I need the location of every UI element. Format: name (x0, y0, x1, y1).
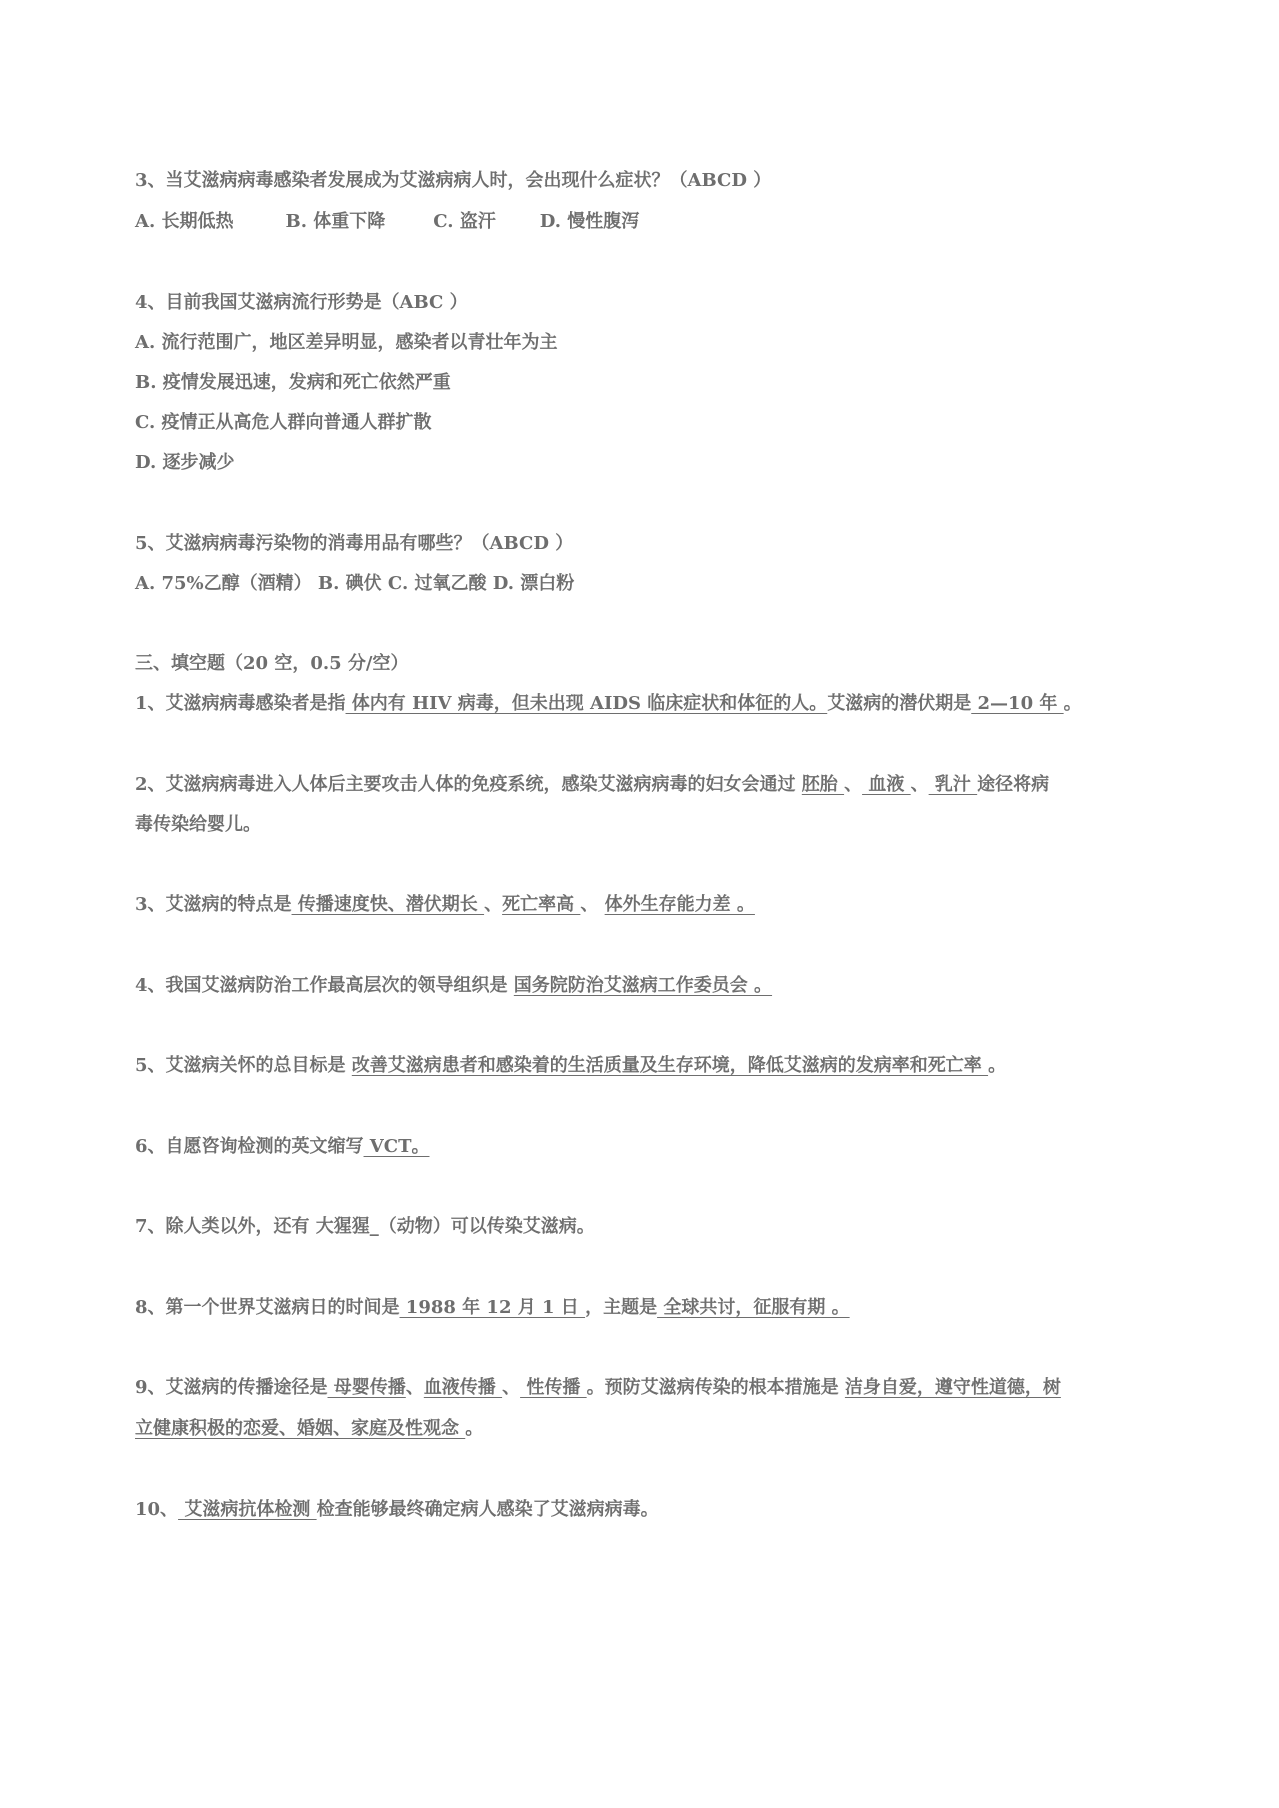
q5-text-a: 5、艾滋病关怀的总目标是 (135, 1055, 352, 1076)
q2-answer-blood: 血液 (862, 774, 911, 795)
q3-text-a: 3、艾滋病的特点是 (135, 894, 292, 915)
q4-answer: 国务院防治艾滋病工作委员会 。 (513, 975, 773, 996)
q8-answer-theme: 全球共讨，征服有期 。 (657, 1297, 850, 1318)
q2-text-a: 2、艾滋病病毒进入人体后主要攻击人体的免疫系统，感染艾滋病病毒的妇女会通过 (135, 774, 802, 795)
q8-text-c: ，主题是 (585, 1297, 658, 1318)
q3-sep-1: 、 (484, 894, 503, 915)
mc-q4-option-a: A. 流行范围广，地区差异明显，感染者以青壮年为主 (135, 332, 558, 353)
option-b: B. 体重下降 (285, 211, 386, 232)
q4-text-a: 4、我国艾滋病防治工作最高层次的领导组织是 (135, 975, 514, 996)
mc-q3-options (135, 210, 1145, 234)
fill-q1 (135, 692, 1145, 716)
fill-q4 (135, 974, 1145, 998)
fill-q7: 7、除人类以外，还有 大猩猩_（动物）可以传染艾滋病。 (135, 1216, 595, 1237)
q1-text-a: 1、艾滋病病毒感染者是指 (135, 693, 346, 714)
q8-answer-date: 1988 年 12 月 1 日 (399, 1297, 586, 1318)
fill-section-heading: 三、填空题（20 空，0.5 分/空） (135, 653, 409, 674)
fill-q2-line2: 毒传染给婴儿。 (135, 814, 261, 835)
option-a: A. 长期低热 (135, 211, 234, 232)
fill-q3 (135, 893, 1145, 917)
fill-q2 (135, 773, 1145, 797)
option-d: D. 慢性腹泻 (539, 211, 640, 232)
option-c: C. 盗汗 (433, 211, 496, 232)
q9-sep-1: 、 (405, 1377, 424, 1398)
fill-q5 (135, 1054, 1145, 1078)
q9-answer-1: 母婴传播 (327, 1377, 406, 1398)
q2-sep-2: 、 (910, 774, 929, 795)
q10-text-a: 10、 (135, 1499, 179, 1520)
q2-answer-milk: 乳汁 (928, 774, 978, 795)
q5-answer: 改善艾滋病患者和感染着的生活质量及生存环境，降低艾滋病的发病率和死亡率 (351, 1055, 989, 1076)
q3-sep-2: 、 (580, 894, 605, 915)
q10-answer: 艾滋病抗体检测 (178, 1499, 317, 1520)
q3-answer-3: 体外生存能力差 。 (604, 894, 755, 915)
mc-q4-stem: 4、目前我国艾滋病流行形势是（ABC ） (135, 292, 468, 313)
q9-text-a: 9、艾滋病的传播途径是 (135, 1377, 328, 1398)
q9-answer-2: 血液传播 (423, 1377, 503, 1398)
fill-q8 (135, 1296, 1145, 1320)
q1-text-e: 。 (1063, 693, 1082, 714)
q1-answer-incubation: 2—10 年 (971, 693, 1064, 714)
q9-answer-3: 性传播 (520, 1377, 587, 1398)
q1-answer-definition: 体内有 HIV 病毒，但未出现 AIDS 临床症状和体征的人。 (345, 693, 828, 714)
q5-text-c: 。 (988, 1055, 1007, 1076)
q3-answer-1: 传播速度快、潜伏期长 (291, 894, 485, 915)
fill-q9-line2 (135, 1417, 1145, 1441)
mc-q3-stem: 3、当艾滋病病毒感染者发展成为艾滋病病人时，会出现什么症状？（ABCD ） (135, 170, 772, 191)
q2-text-g: 途径将病 (977, 774, 1050, 795)
q10-text-c: 检查能够最终确定病人感染了艾滋病病毒。 (316, 1499, 659, 1520)
mc-q4-option-c: C. 疫情正从高危人群向普通人群扩散 (135, 412, 432, 433)
q3-answer-2: 死亡率高 (502, 894, 581, 915)
fill-q10 (135, 1498, 1145, 1522)
fill-q6 (135, 1135, 1145, 1159)
q9-text-g: 。预防艾滋病传染的根本措施是 (586, 1377, 845, 1398)
q6-text-a: 6、自愿咨询检测的英文缩写 (135, 1136, 364, 1157)
q9-answer-4: 洁身自爱，遵守性道德，树 (844, 1377, 1061, 1398)
q9-line2-end: 。 (465, 1418, 484, 1439)
q2-answer-placenta: 胚胎 (801, 774, 845, 795)
mc-q4-option-b: B. 疫情发展迅速，发病和死亡依然严重 (135, 372, 451, 393)
q2-sep-1: 、 (844, 774, 863, 795)
q6-answer: VCT。 (363, 1136, 430, 1157)
q8-text-a: 8、第一个世界艾滋病日的时间是 (135, 1297, 400, 1318)
mc-q5-stem: 5、艾滋病病毒污染物的消毒用品有哪些？（ABCD ） (135, 533, 574, 554)
fill-q9 (135, 1376, 1145, 1400)
mc-q4-option-d: D. 逐步减少 (135, 452, 235, 473)
q1-text-c: 艾滋病的潜伏期是 (827, 693, 972, 714)
q9-answer-4-cont: 立健康积极的恋爱、婚姻、家庭及性观念 (135, 1418, 466, 1439)
q9-sep-2: 、 (502, 1377, 521, 1398)
mc-q5-options: A. 75%乙醇（酒精） B. 碘伏 C. 过氧乙酸 D. 漂白粉 (135, 573, 575, 594)
